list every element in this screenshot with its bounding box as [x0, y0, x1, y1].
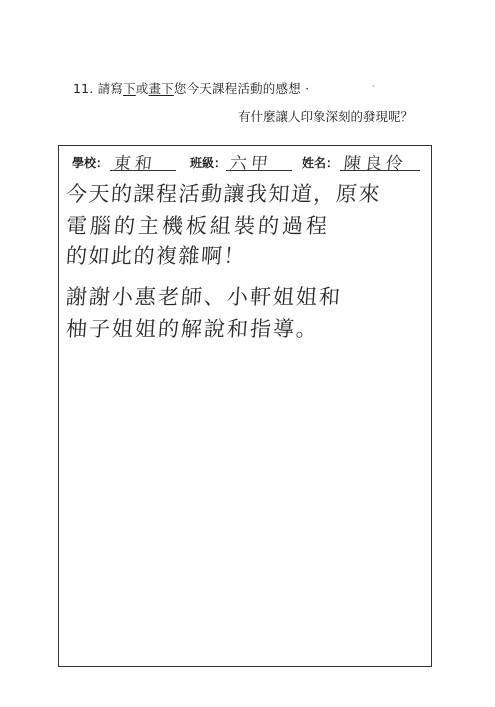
response-line-5: 柚子姐姐的解說和指導。	[65, 317, 320, 341]
response-line-1: 今天的課程活動讓我知道，原來	[65, 182, 382, 206]
question-part3: 您今天課程活動的感想	[173, 81, 301, 96]
school-value: 東和	[112, 154, 157, 174]
question-bullet: ·	[305, 81, 310, 96]
question-underline1: 下	[123, 81, 136, 96]
school-underline	[110, 170, 176, 171]
response-line-2: 電腦的主機板組裝的過程	[65, 214, 331, 238]
name-label: 姓名：	[302, 156, 339, 170]
question-number: 11.	[73, 81, 94, 96]
question-text	[73, 79, 309, 97]
name-underline	[340, 170, 420, 171]
class-value: 六甲	[228, 154, 273, 174]
class-label: 班級：	[190, 156, 227, 170]
question-underline2: 畫下	[148, 81, 174, 96]
name-value: 陳良伶	[342, 154, 408, 174]
question-part1: 請寫	[97, 81, 124, 96]
response-line-3: 的如此的複雜啊！	[65, 244, 247, 268]
question-subtext: 有什麼讓人印象深刻的發現呢？	[237, 109, 413, 124]
response-line-4: 謝謝小惠老師、小軒姐姐和	[65, 285, 343, 309]
school-label: 學校：	[72, 156, 109, 170]
question-part2: 或	[135, 81, 149, 96]
scan-mark: ﾞ	[372, 85, 376, 94]
class-underline	[226, 170, 292, 171]
info-row	[72, 150, 422, 174]
